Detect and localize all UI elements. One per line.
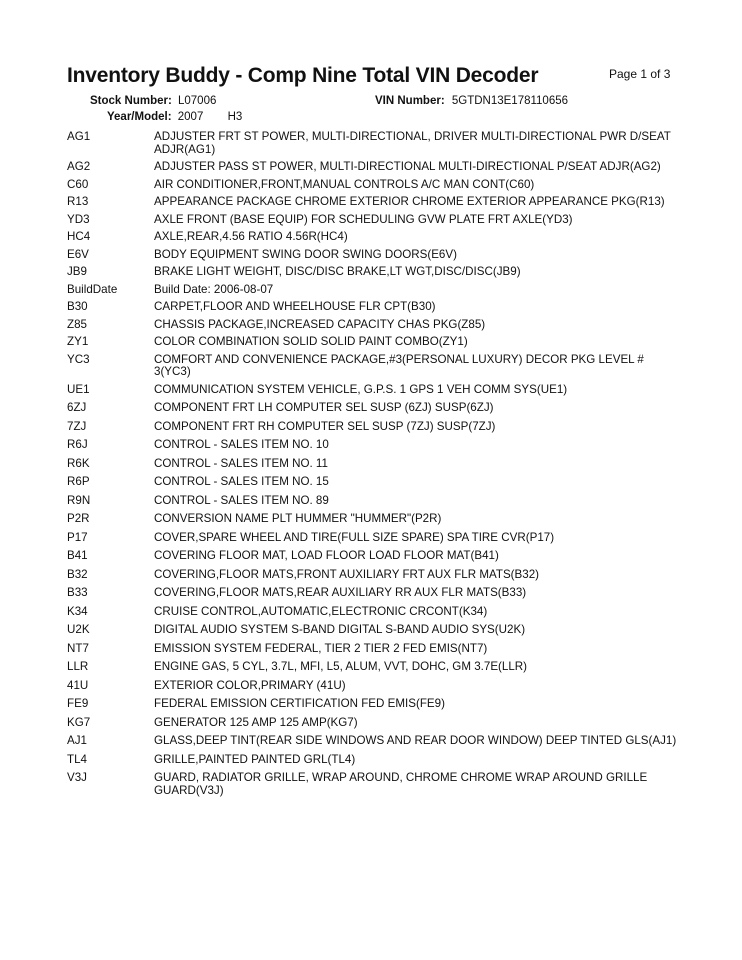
option-row — [67, 231, 679, 244]
option-description: CONTROL - SALES ITEM NO. 11 — [154, 456, 328, 470]
option-row — [67, 717, 679, 730]
option-description: COMFORT AND CONVENIENCE PACKAGE,#3(PERSONAL LUXURY) DECOR PKG LEVEL # 3(YC3) — [154, 352, 644, 378]
option-row — [67, 284, 679, 297]
option-row — [67, 402, 679, 415]
option-code: AG1 — [67, 130, 91, 143]
vin-number-value: 5GTDN13E178110656 — [451, 95, 569, 107]
vin-number-label: VIN Number: — [375, 95, 445, 107]
option-row — [67, 550, 679, 563]
option-description: GENERATOR 125 AMP 125 AMP(KG7) — [154, 715, 358, 729]
model-value: H3 — [227, 111, 243, 123]
option-row — [67, 587, 679, 600]
option-row — [67, 266, 679, 279]
option-row — [67, 214, 679, 227]
option-description: COMMUNICATION SYSTEM VEHICLE, G.P.S. 1 GPS 1 VEH COMM SYS(UE1) — [154, 382, 568, 396]
option-row — [67, 161, 679, 174]
option-description: DIGITAL AUDIO SYSTEM S-BAND DIGITAL S-BAND AUDIO SYS(U2K) — [154, 623, 526, 636]
option-code: ZY1 — [67, 335, 89, 348]
option-code: K34 — [67, 604, 88, 618]
option-description: ADJUSTER PASS ST POWER, MULTI-DIRECTIONAL MULTI-DIRECTIONAL P/SEAT ADJR(AG2) — [154, 160, 661, 173]
option-description: APPEARANCE PACKAGE CHROME EXTERIOR CHROME EXTERIOR APPEARANCE PKG(R13) — [154, 195, 665, 208]
option-row — [67, 624, 679, 637]
option-code: R6J — [67, 438, 88, 451]
option-code-list — [67, 131, 679, 797]
option-description: EXTERIOR COLOR,PRIMARY (41U) — [154, 678, 346, 692]
option-code: FE9 — [67, 697, 89, 710]
option-code: UE1 — [67, 382, 90, 396]
year-model-field — [107, 111, 242, 123]
option-row — [67, 569, 679, 582]
option-description: CARPET,FLOOR AND WHEELHOUSE FLR CPT(B30) — [154, 300, 436, 313]
option-description: COMPONENT FRT RH COMPUTER SEL SUSP (7ZJ) SUSP(7ZJ) — [154, 419, 496, 433]
option-row — [67, 735, 679, 748]
year-value: 2007 — [177, 111, 204, 123]
option-description: COLOR COMBINATION SOLID SOLID PAINT COMBO(ZY1) — [154, 335, 468, 348]
option-code: R6K — [67, 456, 90, 470]
option-description: ADJUSTER FRT ST POWER, MULTI-DIRECTIONAL, DRIVER MULTI-DIRECTIONAL PWR D/SEAT ADJR(AG1) — [154, 130, 671, 156]
option-row — [67, 513, 679, 526]
option-code: R9N — [67, 493, 91, 507]
option-description: CHASSIS PACKAGE,INCREASED CAPACITY CHAS PKG(Z85) — [154, 317, 486, 331]
page-title: Inventory Buddy - Comp Nine Total VIN Decoder — [67, 64, 539, 87]
option-description: GUARD, RADIATOR GRILLE, WRAP AROUND, CHROME CHROME WRAP AROUND GRILLE GUARD(V3J) — [154, 771, 648, 797]
option-code: NT7 — [67, 641, 89, 655]
stock-number-field — [90, 95, 216, 107]
option-code: Z85 — [67, 317, 87, 331]
year-model-label: Year/Model: — [107, 111, 172, 123]
option-row — [67, 661, 679, 674]
option-row — [67, 532, 679, 545]
option-code: C60 — [67, 177, 89, 191]
option-code: JB9 — [67, 265, 87, 278]
option-code: LLR — [67, 660, 89, 673]
option-row — [67, 772, 679, 797]
option-description: COVERING FLOOR MAT, LOAD FLOOR LOAD FLOOR MAT(B41) — [154, 549, 499, 562]
option-row — [67, 179, 679, 192]
option-code: R6P — [67, 475, 90, 488]
option-row — [67, 698, 679, 711]
option-code: B32 — [67, 567, 88, 581]
option-row — [67, 301, 679, 314]
option-code: AJ1 — [67, 734, 87, 747]
option-description: COVER,SPARE WHEEL AND TIRE(FULL SIZE SPARE) SPA TIRE CVR(P17) — [154, 530, 555, 544]
option-description: CONVERSION NAME PLT HUMMER "HUMMER"(P2R) — [154, 512, 442, 525]
option-code: P2R — [67, 512, 90, 525]
option-row — [67, 495, 679, 508]
option-code: HC4 — [67, 230, 91, 243]
option-description: AXLE,REAR,4.56 RATIO 4.56R(HC4) — [154, 230, 348, 243]
option-description: CONTROL - SALES ITEM NO. 15 — [154, 475, 329, 488]
option-description: COMPONENT FRT LH COMPUTER SEL SUSP (6ZJ) SUSP(6ZJ) — [154, 401, 494, 414]
option-row — [67, 643, 679, 656]
option-description: AIR CONDITIONER,FRONT,MANUAL CONTROLS A/C MAN CONT(C60) — [154, 177, 535, 191]
option-description: Build Date: 2006-08-07 — [154, 282, 274, 296]
option-row — [67, 439, 679, 452]
option-code: B33 — [67, 586, 88, 599]
option-code: P17 — [67, 530, 88, 544]
page-number: Page 1 of 3 — [609, 67, 671, 81]
option-code: TL4 — [67, 752, 87, 766]
option-description: FEDERAL EMISSION CERTIFICATION FED EMIS(FE9) — [154, 697, 445, 710]
option-description: EMISSION SYSTEM FEDERAL, TIER 2 TIER 2 FED EMIS(NT7) — [154, 641, 488, 655]
option-code: V3J — [67, 771, 87, 784]
option-row — [67, 476, 679, 489]
option-description: COVERING,FLOOR MATS,FRONT AUXILIARY FRT AUX FLR MATS(B32) — [154, 567, 540, 581]
option-code: 7ZJ — [67, 419, 87, 433]
option-description: CONTROL - SALES ITEM NO. 89 — [154, 493, 329, 507]
option-description: CONTROL - SALES ITEM NO. 10 — [154, 438, 329, 451]
option-row — [67, 249, 679, 262]
option-description: BRAKE LIGHT WEIGHT, DISC/DISC BRAKE,LT WGT,DISC/DISC(JB9) — [154, 265, 521, 278]
option-code: U2K — [67, 623, 90, 636]
vin-number-field — [375, 95, 568, 107]
option-row — [67, 421, 679, 434]
option-description: COVERING,FLOOR MATS,REAR AUXILIARY RR AUX FLR MATS(B33) — [154, 586, 527, 599]
option-code: 6ZJ — [67, 401, 87, 414]
option-description: GLASS,DEEP TINT(REAR SIDE WINDOWS AND REAR DOOR WINDOW) DEEP TINTED GLS(AJ1) — [154, 734, 677, 747]
option-code: E6V — [67, 247, 89, 261]
option-code: KG7 — [67, 715, 91, 729]
option-code: 41U — [67, 678, 89, 692]
option-row — [67, 384, 679, 397]
option-row — [67, 319, 679, 332]
option-description: GRILLE,PAINTED PAINTED GRL(TL4) — [154, 752, 356, 766]
option-row — [67, 131, 679, 156]
option-description: ENGINE GAS, 5 CYL, 3.7L, MFI, L5, ALUM, VVT, DOHC, GM 3.7E(LLR) — [154, 660, 528, 673]
option-row — [67, 336, 679, 349]
option-code: AG2 — [67, 160, 91, 173]
stock-number-label: Stock Number: — [90, 95, 172, 107]
option-row — [67, 458, 679, 471]
option-code: B41 — [67, 549, 88, 562]
option-row — [67, 680, 679, 693]
option-row — [67, 754, 679, 767]
option-row — [67, 196, 679, 209]
option-description: BODY EQUIPMENT SWING DOOR SWING DOORS(E6V) — [154, 247, 457, 261]
option-description: CRUISE CONTROL,AUTOMATIC,ELECTRONIC CRCONT(K34) — [154, 604, 488, 618]
option-code: R13 — [67, 195, 89, 208]
option-description: AXLE FRONT (BASE EQUIP) FOR SCHEDULING GVW PLATE FRT AXLE(YD3) — [154, 212, 573, 226]
option-code: B30 — [67, 300, 88, 313]
stock-number-value: L07006 — [178, 95, 217, 107]
option-row — [67, 354, 679, 379]
option-code: BuildDate — [67, 282, 118, 296]
option-code: YD3 — [67, 212, 90, 226]
option-row — [67, 606, 679, 619]
option-code: YC3 — [67, 352, 90, 366]
